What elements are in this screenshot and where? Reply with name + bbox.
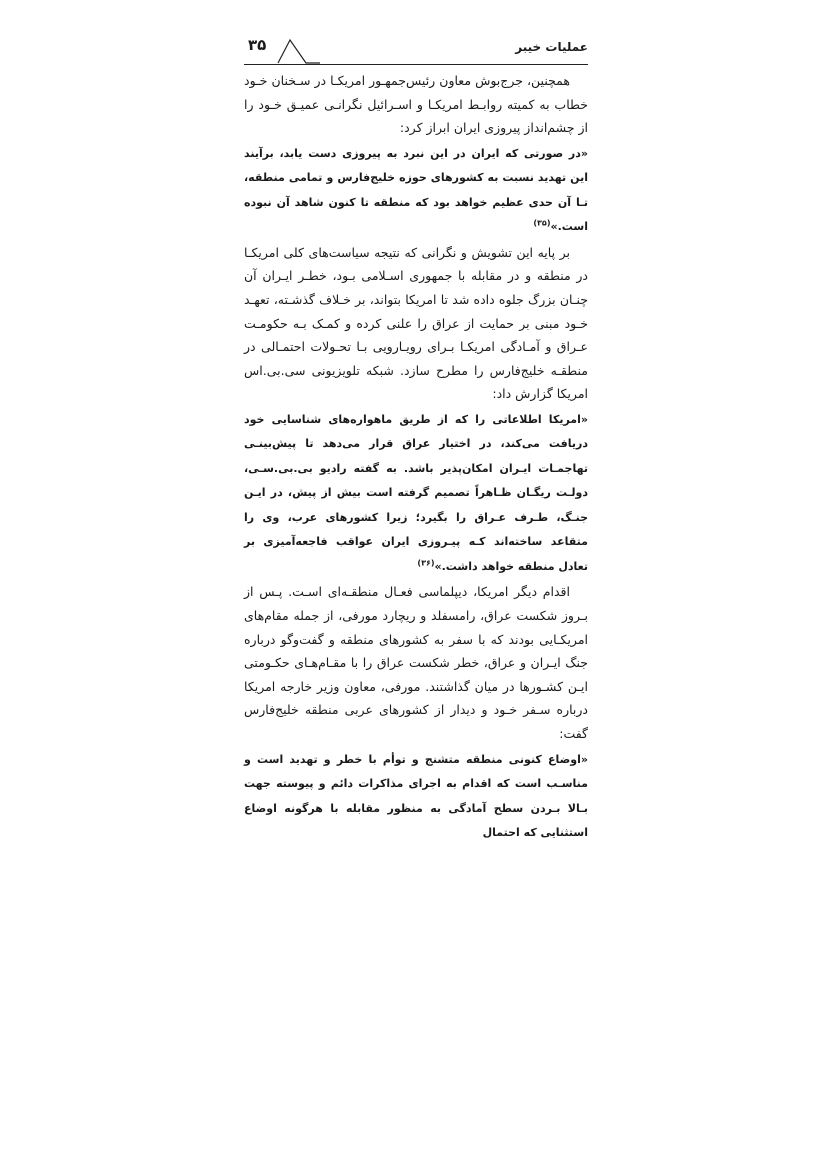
running-title: عملیات خیبر [515, 40, 588, 54]
footnote-marker: (۳۶) [417, 558, 435, 568]
book-page [244, 34, 588, 847]
page-number: ۳۵ [248, 36, 267, 54]
page-content [244, 65, 588, 846]
body-paragraph: اقدام دیگر امریکا، دیپلماسی فعـال منطقـه‌ای اسـت. پـس از بـروز شکست عراق، رامسفلد و ریچارد مورفی، از جمله مقام‌های امریکـایی بودند که با سفر به کشورهای منطقه و گفت‌وگو درباره جنگ ایـران و عراق، خطر شکست عراق را با مقـام‌هـای حکـومتی ایـن کشـورها در میان گذاشتند. مورفی، معاون وزیر خارجه امریکا درباره سـفر خـود و دیدار از کشورهای عربی منطقه خلیج‌فارس گفت: [244, 584, 588, 741]
block-quote: «در صورتی که ایران در این نبرد به پیروزی دست یابد، برآیند این تهدید نسبت به کشورهای حوزه خلیج‌فارس و تمامی منطقه، تـا آن حدی عظیم خواهد بود که منطقه تا کنون شاهد آن نبوده است.»$^{(۳۵)}$ [244, 146, 588, 234]
block-quote: «اوضاع کنونی منطقه متشنج و توأم با خطر و تهدید است و مناسـب است که اقدام به اجرای مذاکرات دائم و پیوسته جهت بـالا بـردن سطح آمادگی به منظور مقابله با هرگونه اوضاع استثنایی که احتمال [244, 752, 588, 840]
body-paragraph: بر پایه این تشویش و نگرانی که نتیجه سیاست‌های کلی امریکـا در منطقه و در مقابله با جمهوری اسـلامی بـود، خطـر ایـران آن چنـان بزرگ جلوه داده شد تا امریکا بتواند، بر خـلاف گذشـته، تعهـد خـود مبنی بر حمایت از عراق را علنی کرده و کمـک بـه حکومـت عـراق و آمـادگی امریکـا بـرای رویـارویی بـا تحـولات احتمـالی در منطقـه خلیج‌فارس را مطرح سازد. شبکه تلویزیونی سی.بی.اس امریکا گزارش داد: [244, 244, 588, 402]
page-header [244, 34, 588, 65]
footnote-marker: (۳۵) [533, 218, 551, 228]
block-quote: «امریکا اطلاعاتی را که از طریق ماهواره‌های شناسایی خود دریافت می‌کند، در اختیار عراق قرار می‌دهد تا پیش‌بینـی تهاجمـات ایـران امکان‌پذیر باشد. به گفته رادیو بی.بی.سـی، دولـت ریگـان ظـاهراً تصمیم گرفته است بیش از پیش، در ایـن جنـگ، طـرف عـراق را بگیرد؛ زیرا کشورهای عرب، وی را متقاعد ساخته‌اند کـه پیـروزی ایران عواقب فاجعه‌آمیزی بر تعادل منطقه خواهد داشت.»$^{(۳۶)}$ [244, 412, 588, 573]
body-paragraph: همچنین، جرج‌بوش معاون رئیس‌جمهـور امریکـا در سـخنان خـود خطاب به کمیته روابـط امریکـا و اسـرائیل نگرانـی عمیـق خـود را از چشم‌انداز پیروزی ایران ابراز کرد: [244, 73, 588, 136]
header-divider-icon [260, 34, 320, 64]
